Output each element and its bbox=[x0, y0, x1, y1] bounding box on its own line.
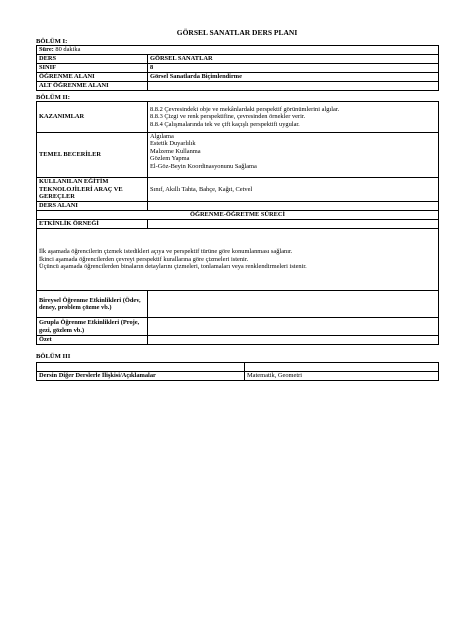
arac-gerec-value: Sınıf, Akıllı Tahta, Bahçe, Kağıt, Cetvel bbox=[148, 178, 439, 202]
beceriler-list bbox=[148, 133, 439, 178]
duration-cell bbox=[37, 46, 439, 55]
section-3-table bbox=[36, 362, 439, 381]
ozet-value bbox=[148, 336, 439, 345]
section-3-empty-cell bbox=[245, 363, 439, 372]
kazanim-item: 8.8.2 Çevresindeki obje ve mekânlardaki perspektif görünümlerini algılar. bbox=[150, 105, 340, 113]
ogrenme-alani-label: ÖĞRENME ALANI bbox=[37, 73, 148, 82]
ders-alani-value bbox=[148, 202, 439, 211]
section-2-table bbox=[36, 101, 439, 345]
iliskisi-label: Dersin Diğer Derslerle İlişkisi/Açıklamalar bbox=[37, 372, 245, 381]
section-2-heading: BÖLÜM II: bbox=[36, 94, 70, 101]
kazanim-item: 8.8.3 Çizgi ve renk perspektifine, çevresinden örnekler verir. bbox=[150, 113, 306, 121]
etkinlik-step: İlk aşamada öğrencilerin çizmek istedikleri açıya ve perspektif türüne göre konumlanması sağlanır. bbox=[39, 248, 293, 256]
kazanimlar-label: KAZANIMLAR bbox=[37, 102, 148, 133]
kazanimlar-list bbox=[148, 102, 439, 133]
grupla-value bbox=[148, 318, 439, 336]
bireysel-label: Bireysel Öğrenme Etkinlikleri (Ödev, deney, problem çözme vb.) bbox=[37, 291, 148, 318]
etkinlik-text bbox=[37, 229, 439, 291]
surec-heading: ÖĞRENME-ÖĞRETME SÜRECİ bbox=[37, 211, 439, 220]
ogrenme-alani-value: Görsel Sanatlarda Biçimlendirme bbox=[148, 73, 439, 82]
duration-value: 80 dakika bbox=[55, 46, 81, 53]
alt-ogrenme-alani-label: ALT ÖĞRENME ALANI bbox=[37, 82, 148, 91]
section-1-table bbox=[36, 45, 439, 91]
section-3-heading: BÖLÜM III bbox=[36, 353, 71, 360]
beceriler-label: TEMEL BECERİLER bbox=[37, 133, 148, 178]
etkinlik-step: Üçüncü aşamada öğrencilerden binaların detaylarını çizmeleri, tonlamaları veya renklendirmeleri istenir. bbox=[39, 263, 307, 271]
beceri-item: Malzeme Kullanma bbox=[150, 147, 201, 155]
beceri-item: Algılama bbox=[150, 133, 174, 140]
ozet-label: Özet bbox=[37, 336, 148, 345]
kazanim-item: 8.8.4 Çalışmalarında tek ve çift kaçışlı perspektifi uygular. bbox=[150, 120, 300, 128]
ders-value: GÖRSEL SANATLAR bbox=[148, 55, 439, 64]
arac-gerec-label: KULLANILAN EĞİTİM TEKNOLOJİLERİ ARAÇ VE GEREÇLER bbox=[37, 178, 148, 202]
duration-label: Süre: bbox=[39, 46, 54, 53]
alt-ogrenme-alani-value bbox=[148, 82, 439, 91]
section-3-empty-cell bbox=[37, 363, 245, 372]
beceri-item: El-Göz-Beyin Koordinasyonunu Sağlama bbox=[150, 162, 257, 170]
etkinlik-step: İkinci aşamada öğrencilerden çevreyi perspektif kurallarına göre çizmeleri istenir. bbox=[39, 255, 249, 263]
ders-label: DERS bbox=[37, 55, 148, 64]
bireysel-value bbox=[148, 291, 439, 318]
beceri-item: Estetik Duyarlılık bbox=[150, 140, 196, 148]
page-title: GÖRSEL SANATLAR DERS PLANI bbox=[176, 28, 298, 37]
ders-alani-label: DERS ALANI bbox=[37, 202, 148, 211]
sinif-value: 8 bbox=[148, 64, 439, 73]
section-1-heading: BÖLÜM I: bbox=[36, 38, 68, 45]
iliskisi-value: Matematik, Geometri bbox=[245, 372, 439, 381]
beceri-item: Gözlem Yapma bbox=[150, 155, 190, 163]
grupla-label: Grupla Öğrenme Etkinlikleri (Proje, gezi, gözlem vb.) bbox=[37, 318, 148, 336]
etkinlik-label: ETKİNLİK ÖRNEĞİ bbox=[37, 220, 148, 229]
sinif-label: SINIF bbox=[37, 64, 148, 73]
etkinlik-header-empty bbox=[148, 220, 439, 229]
